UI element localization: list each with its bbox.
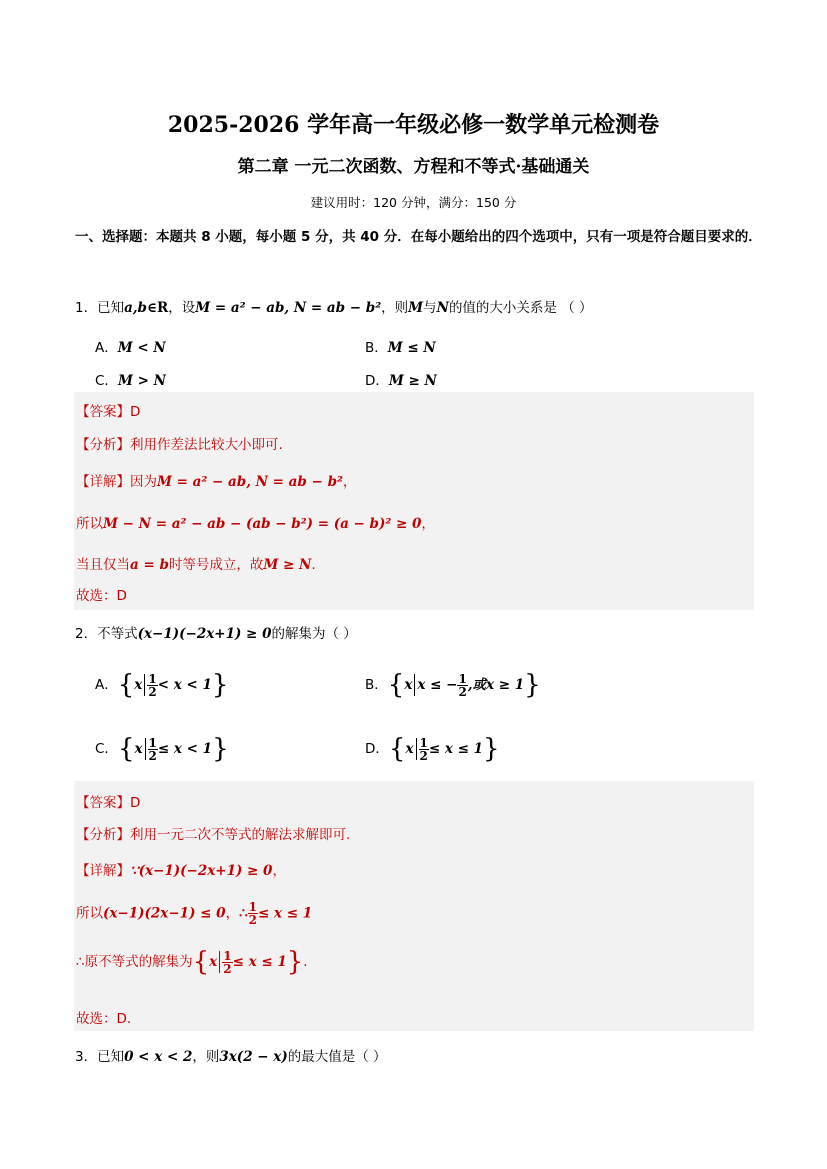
math-expr: N (436, 300, 449, 316)
divider-bar-icon (416, 738, 417, 760)
option-label: D． (365, 741, 389, 757)
stem-text: 已知 (97, 1049, 125, 1065)
analysis-tag: 【分析】 (76, 437, 130, 453)
denominator: 2 (248, 913, 258, 927)
divider-bar-icon (145, 738, 146, 760)
divider-bar-icon (219, 951, 220, 973)
option-c[interactable] (95, 369, 166, 389)
detail-text: . (311, 557, 316, 573)
detail-line-3 (76, 947, 308, 977)
detail-text: 所以 (76, 905, 103, 922)
left-brace-icon: { (117, 734, 135, 764)
math-expr: ≤ x ≤ 1 (428, 741, 484, 757)
math-expr: a,b∈ (124, 300, 157, 316)
math-expr: ∵(x−1)(−2x+1) ≥ 0 (130, 863, 273, 879)
option-b[interactable] (365, 336, 436, 356)
analysis-line (76, 433, 283, 453)
math-expr: (x−1)(2x−1) ≤ 0 (103, 905, 226, 922)
denominator: 2 (223, 961, 232, 976)
time-info: 建议用时：120 分钟，满分：150 分 (310, 195, 517, 210)
question-number: 3． (75, 1049, 98, 1065)
stem-text: 的值的大小关系是 （ ） (448, 300, 593, 316)
option-d[interactable] (365, 734, 500, 764)
option-label: B． (365, 340, 388, 356)
analysis-text: 利用一元二次不等式的解法求解即可. (130, 827, 351, 843)
option-value: M < N (117, 340, 166, 356)
option-a[interactable] (95, 670, 228, 700)
denominator: 2 (458, 684, 467, 699)
detail-line-3 (76, 553, 316, 573)
stem-text: 已知 (97, 300, 125, 316)
right-brace-icon: } (483, 734, 500, 764)
option-label: C． (95, 741, 118, 757)
stem-text: 的解集为（ ） (271, 626, 357, 642)
question-number: 2． (75, 626, 98, 642)
detail-text: ， (225, 905, 240, 922)
option-value: M ≤ N (387, 340, 436, 356)
right-brace-icon: } (286, 947, 304, 977)
stem-text: 的最大值是（ ） (287, 1049, 387, 1065)
answer-line (76, 400, 140, 420)
detail-line-2 (76, 512, 435, 532)
fraction (457, 673, 467, 698)
divider-bar-icon (144, 674, 145, 696)
detail-text: 当且仅当 (76, 557, 130, 573)
option-d[interactable] (365, 369, 437, 389)
section-heading: 一、选择题：本题共 8 小题，每小题 5 分，共 40 分．在每小题给出的四个选项中，只有一项是符合题目要求的． (75, 229, 762, 245)
choose-line: 故选：D. (76, 1011, 132, 1027)
math-expr: M = a² − ab, N = ab − b² (157, 474, 343, 490)
option-value: M ≥ N (388, 373, 437, 389)
option-b[interactable] (365, 670, 541, 700)
right-brace-icon: } (524, 670, 541, 700)
detail-text: 时等号成立，故 (168, 557, 264, 573)
detail-text: ∴原不等式的解集为 (76, 954, 193, 970)
detail-tag: 【详解】 (76, 474, 130, 490)
exam-title: 2025-2026 学年高一年级必修一数学单元检测卷 (167, 112, 660, 138)
numerator: 1 (458, 671, 467, 686)
stem-text: 不等式 (97, 626, 138, 642)
question-3-stem (75, 1045, 387, 1065)
detail-text: ， (272, 863, 286, 879)
math-expr: 3x(2 − x) (219, 1049, 288, 1065)
option-c[interactable] (95, 734, 229, 764)
numerator: 1 (148, 735, 157, 750)
math-expr: ≤ x ≤ 1 (232, 954, 287, 970)
detail-line-2 (76, 901, 312, 926)
math-expr: < x < 1 (157, 677, 212, 693)
chapter-subtitle: 第二章 一元二次函数、方程和不等式·基础通关 (237, 157, 590, 177)
set-variable: x (134, 677, 143, 693)
numerator: 1 (148, 671, 157, 686)
set-variable: x (134, 741, 143, 757)
therefore-icon: ∴ (239, 905, 248, 922)
answer-value: D (130, 404, 141, 420)
left-brace-icon: { (117, 670, 135, 700)
set-variable: x (404, 677, 413, 693)
numerator: 1 (223, 948, 232, 963)
denominator: 2 (148, 748, 157, 763)
choose-line: 故选：D (76, 588, 127, 604)
math-expr: M ≥ N (263, 557, 312, 573)
option-a[interactable] (95, 336, 166, 356)
fraction (248, 901, 258, 926)
divider-bar-icon (414, 674, 415, 696)
math-expr: x ≤ − (417, 677, 458, 693)
math-expr: R (156, 300, 169, 316)
set-variable: x (405, 741, 414, 757)
left-brace-icon: { (388, 734, 406, 764)
fraction (419, 737, 429, 762)
math-expr: M = a² − ab, N = ab − b² (195, 300, 382, 316)
option-label: D． (365, 373, 389, 389)
math-expr: M − N = a² − ab − (ab − b²) = (a − b)² ≥ 0 (103, 516, 422, 532)
analysis-tag: 【分析】 (76, 827, 130, 843)
option-label: B． (365, 677, 388, 693)
analysis-text: 利用作差法比较大小即可. (130, 437, 283, 453)
question-1-stem (75, 296, 593, 316)
denominator: 2 (419, 748, 428, 763)
detail-text: 所以 (76, 516, 103, 532)
answer-line (76, 791, 140, 811)
stem-text: ，设 (168, 300, 196, 316)
analysis-line (76, 823, 350, 843)
set-variable: x (209, 954, 218, 970)
answer-box-q1 (74, 392, 754, 610)
detail-line-1 (76, 859, 286, 879)
right-brace-icon: } (211, 670, 229, 700)
numerator: 1 (419, 735, 428, 750)
answer-value: D (130, 795, 141, 811)
option-value: M > N (117, 373, 166, 389)
detail-text: 因为 (130, 474, 157, 490)
detail-text: ， (421, 516, 435, 532)
option-label: A． (95, 340, 118, 356)
math-expr: (x−1)(−2x+1) ≥ 0 (137, 626, 272, 642)
math-expr: ≤ x ≤ 1 (258, 905, 313, 922)
question-2-stem (75, 622, 357, 642)
detail-text: ， (342, 474, 357, 490)
math-expr: 0 < x < 2 (124, 1049, 193, 1065)
answer-tag: 【答案】 (76, 404, 130, 420)
stem-text: 与 (423, 300, 437, 316)
math-expr: ≤ x < 1 (157, 741, 213, 757)
question-number: 1． (75, 300, 98, 316)
math-expr: a = b (130, 557, 169, 573)
answer-box-q2 (74, 781, 754, 1031)
option-label: C． (95, 373, 118, 389)
detail-text: . (303, 954, 308, 970)
stem-text: ，则 (192, 1049, 220, 1065)
right-brace-icon: } (212, 734, 229, 764)
option-label: A． (95, 677, 118, 693)
math-expr: ,或x ≥ 1 (467, 677, 525, 693)
fraction (222, 950, 232, 975)
numerator: 1 (248, 900, 258, 914)
stem-text: ，则 (381, 300, 409, 316)
fraction (147, 673, 157, 698)
fraction (148, 737, 158, 762)
detail-line-1 (76, 470, 356, 490)
answer-tag: 【答案】 (76, 795, 130, 811)
detail-tag: 【详解】 (76, 863, 130, 879)
math-expr: M (408, 300, 424, 316)
left-brace-icon: { (387, 670, 405, 700)
denominator: 2 (148, 684, 157, 699)
left-brace-icon: { (192, 947, 210, 977)
